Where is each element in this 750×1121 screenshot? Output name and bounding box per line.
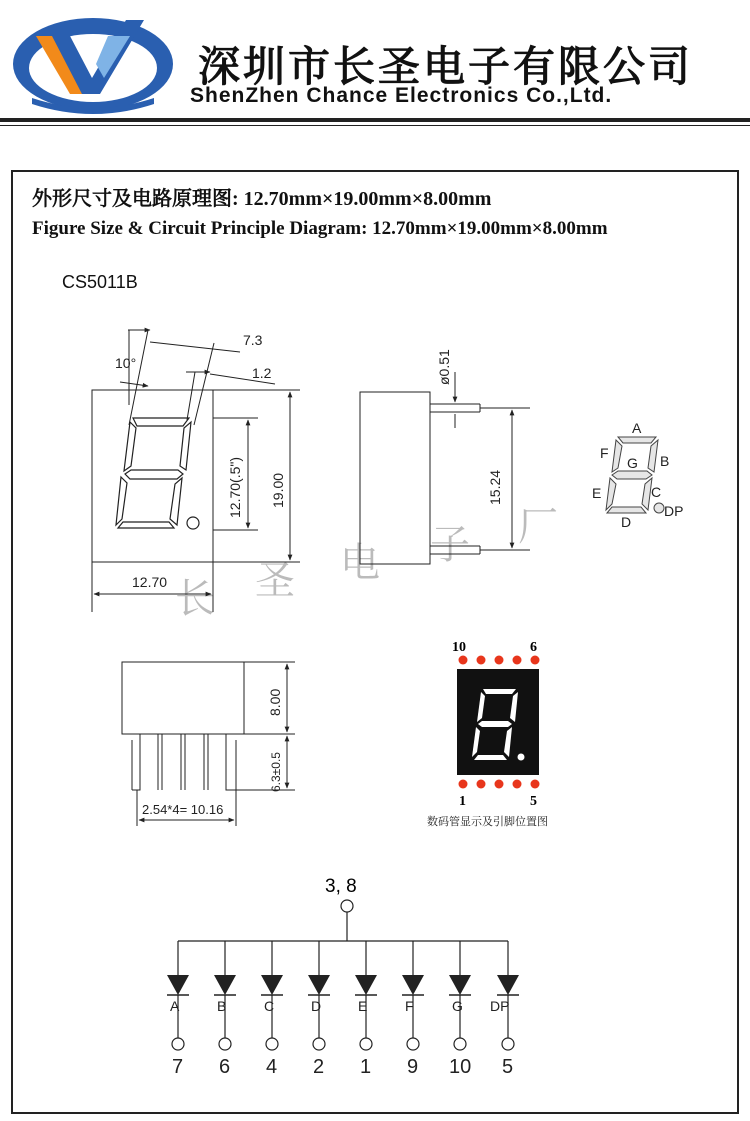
segment-map xyxy=(606,437,664,513)
pin-number-label: 1 xyxy=(360,1056,372,1078)
common-pins-label: 3, 8 xyxy=(325,876,357,897)
watermark-char: 子 xyxy=(430,522,470,568)
bottom-body-outline xyxy=(122,662,244,734)
pin-dot xyxy=(459,656,468,665)
pin-position-diagram xyxy=(457,656,540,789)
front-digit xyxy=(116,418,199,529)
watermark-char: 厂 xyxy=(518,504,558,550)
circuit-diagram xyxy=(178,900,508,941)
pin-dot xyxy=(531,656,540,665)
pin-number-label: 5 xyxy=(502,1056,514,1078)
led-diode xyxy=(261,941,283,1078)
title-cn: 外形尺寸及电路原理图: 12.70mm×19.00mm×8.00mm xyxy=(32,188,492,210)
pin-dot xyxy=(459,780,468,789)
pin-dot xyxy=(477,656,486,665)
pin-dot xyxy=(477,780,486,789)
segment-label: DP xyxy=(490,998,510,1014)
pin-number-label: 4 xyxy=(266,1056,278,1078)
dim-pin-pitch: 15.24 xyxy=(487,469,503,505)
pin-label-6: 6 xyxy=(530,640,537,655)
segment-label: E xyxy=(358,998,368,1014)
led-diode xyxy=(402,941,424,1078)
dim-width: 12.70 xyxy=(132,574,168,590)
seg-label-d: D xyxy=(621,514,632,530)
led-diode xyxy=(449,941,471,1078)
led-diode xyxy=(214,941,236,1078)
led-diode xyxy=(167,941,189,1078)
seg-label-dp: DP xyxy=(664,503,684,519)
seg-label-e: E xyxy=(592,485,602,501)
dim-depth: 8.00 xyxy=(267,688,283,716)
side-body-outline xyxy=(360,392,430,564)
pin-label-10: 10 xyxy=(452,640,466,655)
pin-number-label: 10 xyxy=(449,1056,472,1078)
segment-label: D xyxy=(311,998,322,1014)
dim-pin-span: 2.54*4= 10.16 xyxy=(142,802,224,817)
pin-number-label: 2 xyxy=(313,1056,325,1078)
seg-label-a: A xyxy=(632,420,642,436)
seg-label-c: C xyxy=(651,484,662,500)
watermark xyxy=(175,504,558,622)
pin-label-5: 5 xyxy=(530,794,537,809)
pin-dot xyxy=(495,780,504,789)
model-number: CS5011B xyxy=(62,272,138,292)
pin-number-label: 9 xyxy=(407,1056,419,1078)
dim-pin-length: 6.3±0.5 xyxy=(269,752,283,792)
segment-label: G xyxy=(452,998,463,1014)
dim-angle: 10° xyxy=(115,355,137,371)
seg-label-f: F xyxy=(600,445,609,461)
watermark-char: 圣 xyxy=(255,558,295,604)
led-diode xyxy=(308,941,330,1078)
dim-pin-diameter: ø0.51 xyxy=(436,349,452,385)
diode-array xyxy=(167,941,519,1078)
segment-label: B xyxy=(217,998,227,1014)
pin-dot xyxy=(513,780,522,789)
led-diode xyxy=(355,941,377,1078)
dim-height: 19.00 xyxy=(270,472,286,508)
seg-label-g: G xyxy=(627,455,638,471)
pin-position-caption: 数码管显示及引脚位置图 xyxy=(427,815,548,828)
watermark-char: 电 xyxy=(340,540,380,586)
segment-label: A xyxy=(170,998,180,1014)
pin-dot xyxy=(495,656,504,665)
dim-seg: 1.2 xyxy=(252,365,272,381)
pin-dot xyxy=(531,780,540,789)
watermark-char: 长 xyxy=(175,576,215,622)
pin-number-label: 6 xyxy=(219,1056,231,1078)
segment-label: C xyxy=(264,998,275,1014)
dim-digit-height: 12.70(.5") xyxy=(227,456,243,518)
front-body-outline xyxy=(92,390,213,562)
pin-label-1: 1 xyxy=(459,794,466,809)
company-name-en: ShenZhen Chance Electronics Co.,Ltd. xyxy=(190,84,613,107)
segment-label: F xyxy=(405,998,414,1014)
title-en: Figure Size & Circuit Principle Diagram: 12.70mm×19.00mm×8.00mm xyxy=(32,218,608,239)
pin-dot xyxy=(513,656,522,665)
pin-number-label: 7 xyxy=(172,1056,184,1078)
company-name-cn: 深圳市长圣电子有限公司 xyxy=(198,42,694,91)
seg-label-b: B xyxy=(660,453,670,469)
dim-top: 7.3 xyxy=(243,332,263,348)
led-diode xyxy=(490,941,519,1078)
